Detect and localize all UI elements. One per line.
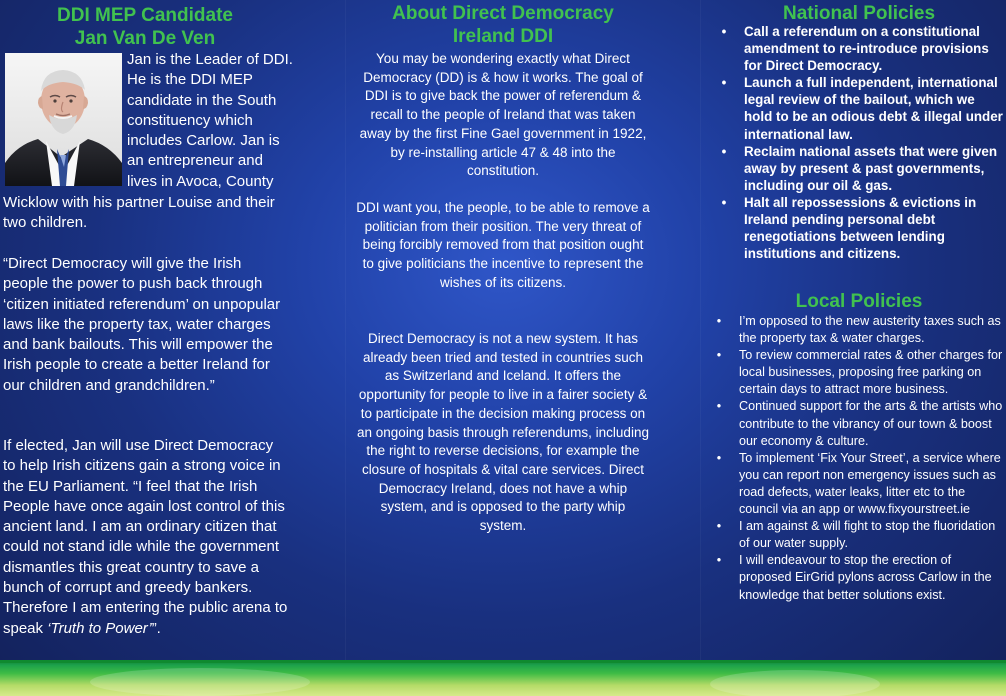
bullet-icon: • bbox=[721, 24, 727, 39]
local-policy-item bbox=[712, 518, 1006, 552]
about-paragraph-1: You may be wondering exactly what Direct Democracy (DD) is & how it works. The goal of DDI is to give back the power of referendum & recall to the people of Ireland that was taken away by the first Fine Gael government in 1922, by re-installing article 47 & 48 into the constitution. bbox=[359, 51, 647, 179]
candidate-heading-line-2: Jan Van De Ven bbox=[74, 28, 216, 49]
local-policy-text: I’m opposed to the new austerity taxes such as the property tax & water charges. bbox=[739, 314, 1001, 346]
bullet-icon: • bbox=[721, 143, 727, 159]
panel-divider-left bbox=[345, 0, 346, 662]
local-policy-text: To implement ‘Fix Your Street’, a service where you can report non emergency issues such as road defects, water leaks, litter etc to the council via an app or www.fixyourstreet.ie bbox=[739, 450, 1001, 517]
about-paragraph-3: Direct Democracy is not a new system. It has already been tried and tested in countries such as Switzerland and Iceland. It offers the opportunity for people to live in a fairer society & to participate in the decision making process on an ongoing basis through referendums, including the right to reverse decisions, for example the closure of hospitals & vital care services. Direct Democracy Ireland, does not have a whip system, and is opposed to the party whip system. bbox=[357, 331, 649, 534]
local-policies-heading: Local Policies bbox=[795, 291, 923, 312]
local-policy-item bbox=[712, 313, 1006, 347]
candidate-elected-italic: ‘Truth to Power’ bbox=[47, 619, 152, 637]
about-heading-line-1: About Direct Democracy bbox=[392, 3, 614, 24]
local-policy-list bbox=[712, 313, 1006, 604]
portrait-illustration bbox=[5, 53, 122, 186]
green-footer-band bbox=[0, 660, 1006, 696]
local-policy-item bbox=[712, 450, 1006, 518]
national-policy-text: Reclaim national assets that were given away by present & past governments, including our oil & gas. bbox=[744, 143, 998, 193]
candidate-elected-paragraph bbox=[3, 436, 289, 639]
panel-divider-right bbox=[700, 0, 701, 662]
local-policy-text: To review commercial rates & other charges for local businesses, proposing free parking on certain days to attract more business. bbox=[739, 348, 1003, 397]
national-policy-text: Halt all repossessions & evictions in Ireland pending personal debt renegotiations between lending institutions and citizens. bbox=[744, 194, 977, 262]
candidate-bio-intro: Jan is the Leader of DDI. He is the DDI MEP candidate in the South constituency which includes Carlow. Jan is an entrepreneur and lives in Avoca, County bbox=[127, 51, 293, 190]
bullet-icon: • bbox=[716, 314, 722, 328]
local-policy-item bbox=[712, 347, 1006, 398]
national-policy-list bbox=[712, 23, 1006, 262]
candidate-heading-line-1: DDI MEP Candidate bbox=[57, 5, 233, 26]
bullet-icon: • bbox=[716, 519, 722, 534]
national-policy-item bbox=[712, 194, 1006, 262]
candidate-heading bbox=[0, 4, 290, 50]
local-policy-text: I will endeavour to stop the erection of proposed EirGrid pylons across Carlow in the knowledge that better solutions exist. bbox=[739, 553, 992, 602]
candidate-bio-continuation: Wicklow with his partner Louise and their two children. bbox=[3, 194, 275, 232]
local-policy-text: Continued support for the arts & the artists who contribute to the vibrancy of our town & boost our economy & culture. bbox=[739, 399, 1003, 448]
bullet-icon: • bbox=[716, 348, 722, 363]
about-heading bbox=[356, 2, 650, 48]
local-policy-item bbox=[712, 398, 1006, 449]
national-policy-text: Launch a full independent, international legal review of the bailout, which we hold to be an odious debt & illegal under international law. bbox=[744, 75, 1003, 142]
bullet-icon: • bbox=[716, 399, 722, 414]
footer-highlight bbox=[90, 668, 310, 696]
national-policy-item bbox=[712, 74, 1006, 142]
local-policy-item bbox=[712, 552, 1006, 603]
national-policy-item bbox=[712, 143, 1006, 194]
national-policy-item bbox=[712, 23, 1006, 74]
candidate-quote: “Direct Democracy will give the Irish people the power to push back through ‘citizen initiated referendum’ on unpopular laws like the property tax, water charges and bank bailouts. This will empower the Irish people to create a better Ireland for our children and grandchildren.” bbox=[3, 255, 281, 394]
about-heading-line-2: Ireland DDI bbox=[452, 26, 554, 47]
bullet-icon: • bbox=[716, 553, 722, 568]
bullet-icon: • bbox=[721, 75, 727, 91]
candidate-elected-end: ”. bbox=[151, 619, 161, 637]
national-policy-text: Call a referendum on a constitutional amendment to re-introduce provisions for Direct Democracy. bbox=[744, 24, 989, 74]
footer-highlight bbox=[710, 670, 880, 696]
candidate-elected-main: If elected, Jan will use Direct Democracy to help Irish citizens gain a strong voice in the EU Parliament. “I feel that the Irish People have once again lost control of this ancient land. I am an ordinary citizen that could not stand idle while the government dismantles this great country to save a bunch of corrupt and greedy bankers. Therefore I am entering the public arena to speak bbox=[3, 437, 288, 637]
local-policy-text: I am against & will fight to stop the fluoridation of our water supply. bbox=[739, 519, 996, 551]
about-paragraph-2: DDI want you, the people, to be able to remove a politician from their position. The very threat of being forcibly removed from that position ought to give politicians the incentive to represent the wishes of its citizens. bbox=[356, 200, 650, 290]
national-policies-heading: National Policies bbox=[782, 3, 936, 24]
bullet-icon: • bbox=[721, 194, 727, 210]
bullet-icon: • bbox=[716, 450, 722, 465]
candidate-portrait bbox=[5, 53, 122, 186]
